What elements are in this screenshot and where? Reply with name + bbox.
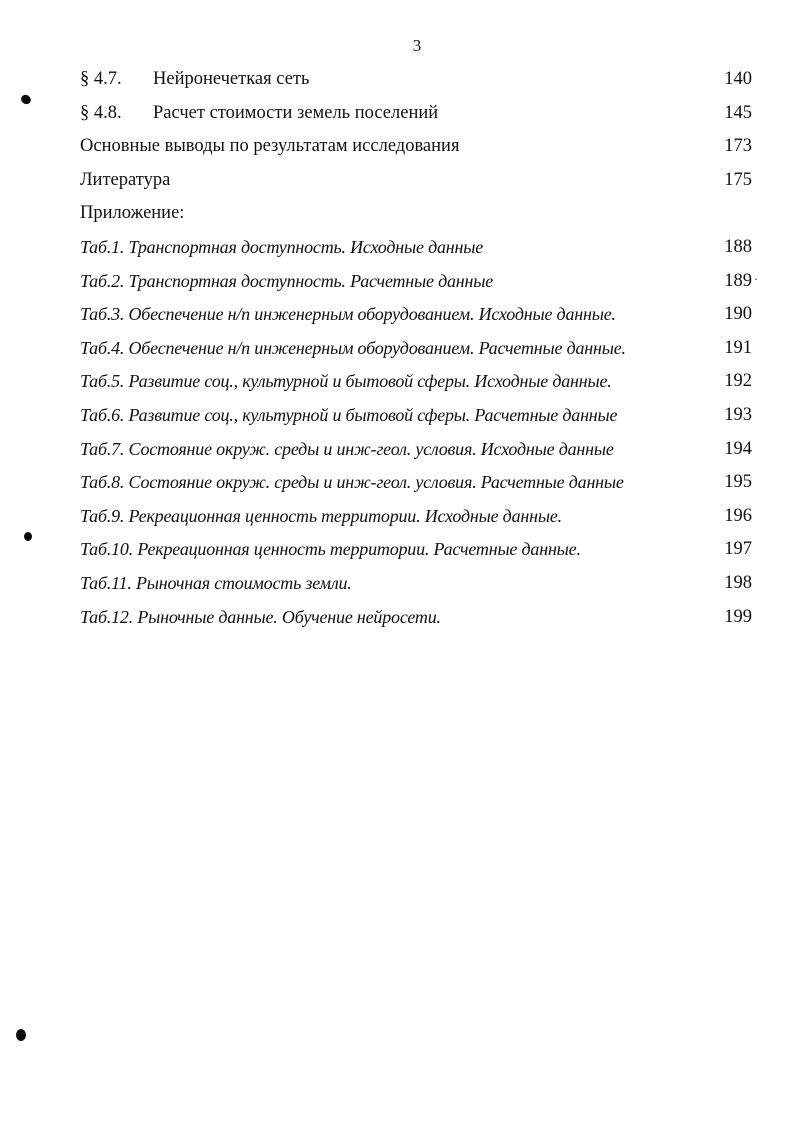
page-ref-value: 189 bbox=[724, 270, 752, 291]
page-ref: 198 bbox=[724, 572, 752, 593]
appendix-title: Таб.3. Обеспечение н/п инженерным оборудованием. Исходные данные. bbox=[80, 304, 616, 325]
toc-appendix-item bbox=[80, 604, 752, 638]
appendix-heading: Приложение: bbox=[80, 203, 185, 224]
appendix-title: Таб.8. Состояние окруж. среды и инж-геол. условия. Расчетные данные bbox=[80, 472, 624, 493]
page-ref: 188 bbox=[724, 236, 752, 257]
toc-conclusions bbox=[80, 133, 752, 167]
toc-appendix-item bbox=[80, 368, 752, 402]
page-ref: 191 bbox=[724, 337, 752, 358]
toc-appendix-item bbox=[80, 268, 758, 302]
appendix-title: Таб.2. Транспортная доступность. Расчетные данные bbox=[80, 270, 494, 291]
appendix-title: Таб.10. Рекреационная ценность территории. Расчетные данные. bbox=[80, 539, 581, 560]
chapter-title: Основные выводы по результатам исследования bbox=[80, 136, 460, 157]
appendix-title: Таб.7. Состояние окруж. среды и инж-геол. условия. Исходные данные bbox=[80, 438, 614, 459]
scan-mark: · bbox=[754, 271, 758, 286]
appendix-title: Таб.4. Обеспечение н/п инженерным оборудованием. Расчетные данные. bbox=[80, 337, 626, 358]
page-ref bbox=[724, 268, 758, 294]
toc-appendix-item bbox=[80, 301, 752, 335]
page-ref: 195 bbox=[724, 472, 752, 493]
toc-appendix-item bbox=[80, 335, 752, 369]
page-ref: 140 bbox=[724, 69, 752, 89]
page-ref: 196 bbox=[724, 505, 752, 526]
section-title: Расчет стоимости земель поселений bbox=[153, 102, 439, 123]
page-ref: 145 bbox=[724, 102, 752, 123]
table-of-contents bbox=[80, 66, 758, 637]
toc-appendix-item bbox=[80, 469, 752, 503]
appendix-title: Таб.12. Рыночные данные. Обучение нейросети. bbox=[80, 606, 441, 627]
toc-appendix-item bbox=[80, 570, 752, 604]
appendix-title: Таб.11. Рыночная стоимость земли. bbox=[80, 572, 352, 593]
page-ref: 197 bbox=[724, 539, 752, 560]
toc-appendix-heading bbox=[80, 200, 752, 234]
toc-appendix-item bbox=[80, 503, 752, 537]
appendix-title: Таб.5. Развитие соц., культурной и бытовой сферы. Исходные данные. bbox=[80, 371, 612, 392]
page-ref: 199 bbox=[724, 606, 752, 627]
page-ref: 190 bbox=[724, 304, 752, 325]
page-ref: 194 bbox=[724, 438, 752, 459]
toc-appendix-item bbox=[80, 436, 752, 470]
appendix-title: Таб.1. Транспортная доступность. Исходные данные bbox=[80, 236, 484, 257]
appendix-title: Таб.6. Развитие соц., культурной и бытовой сферы. Расчетные данные bbox=[80, 404, 618, 425]
page-ref: 192 bbox=[724, 371, 752, 392]
section-title: Нейронечеткая сеть bbox=[153, 69, 310, 89]
scan-spot bbox=[19, 93, 32, 106]
scan-spot bbox=[24, 532, 32, 541]
page-ref: 193 bbox=[724, 404, 752, 425]
page-number: 3 bbox=[412, 36, 422, 55]
toc-appendix-item bbox=[80, 234, 752, 268]
scan-spot bbox=[16, 1029, 26, 1041]
appendix-title: Таб.9. Рекреационная ценность территории. Исходные данные. bbox=[80, 505, 562, 526]
page-ref: 175 bbox=[724, 169, 752, 190]
section-number: § 4.8. bbox=[80, 102, 122, 123]
page-ref: 173 bbox=[724, 136, 752, 157]
toc-appendix-item bbox=[80, 402, 752, 436]
chapter-title: Литература bbox=[80, 169, 171, 190]
toc-appendix-item bbox=[80, 536, 752, 570]
toc-literature bbox=[80, 167, 752, 201]
section-number: § 4.7. bbox=[80, 69, 122, 89]
toc-section-4-8 bbox=[80, 100, 752, 134]
toc-section-4-7 bbox=[80, 66, 752, 100]
